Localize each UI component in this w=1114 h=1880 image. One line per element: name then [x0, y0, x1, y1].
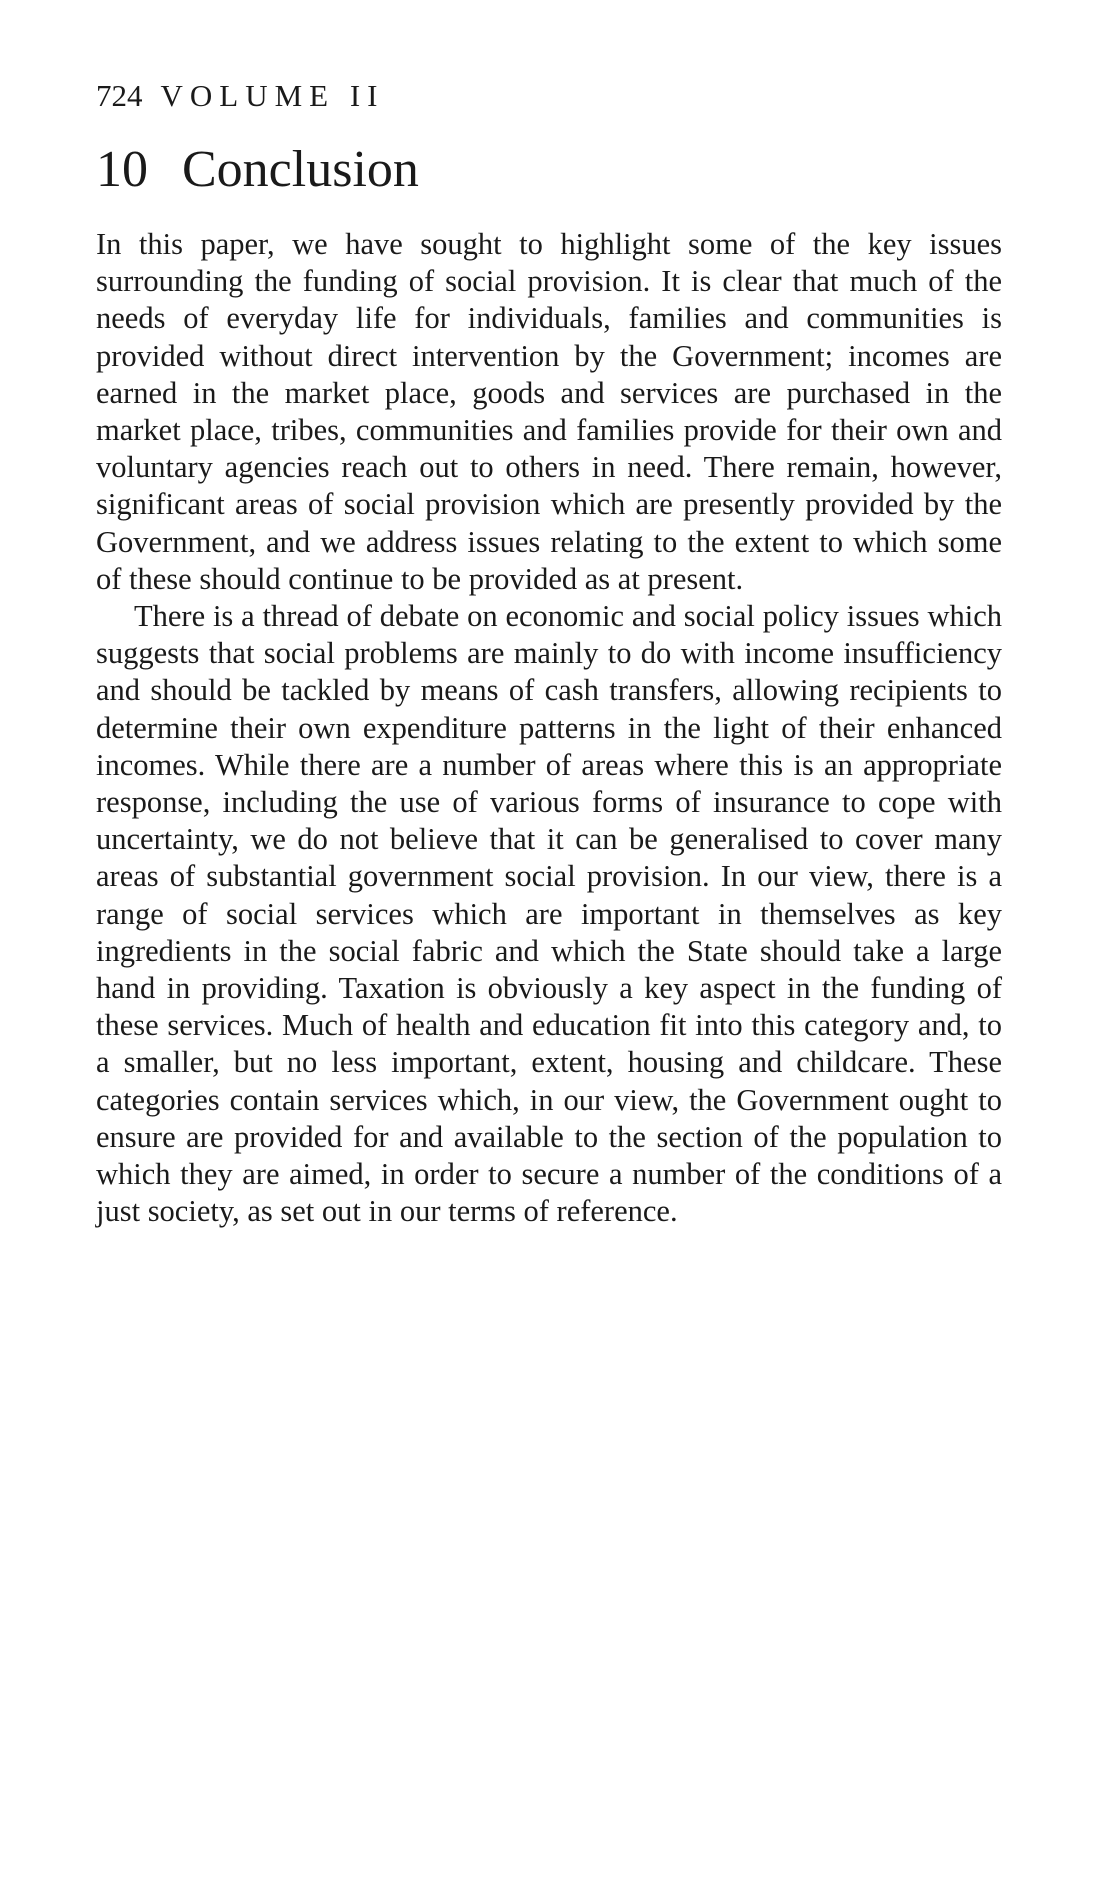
running-head [96, 76, 385, 116]
volume-label: VOLUME II [160, 78, 385, 113]
page-number: 724 [96, 78, 143, 113]
section-title: Conclusion [182, 141, 419, 198]
body-text [96, 226, 1002, 1230]
section-number: 10 [96, 141, 148, 198]
paragraph-1: In this paper, we have sought to highlight some of the key issues surrounding the funding of social provision. It is clear that much of the needs of everyday life for individuals, families and communities is provided without direct intervention by the Government; incomes are earned in the market place, goods and services are purchased in the market place, tribes, communities and families provide for their own and voluntary agencies reach out to others in need. There remain, however, significant areas of social provision which are presently provided by the Government, and we address issues relating to the extent to which some of these should continue to be provided as at present. [96, 227, 1002, 596]
paragraph-2: There is a thread of debate on economic and social policy issues which suggests that social problems are mainly to do with income insufficiency and should be tackled by means of cash transfers, allowing recipients to determine their own expenditure patterns in the light of their enhanced incomes. While there are a number of areas where this is an appropriate response, including the use of various forms of insurance to cope with uncertainty, we do not believe that it can be generalised to cover many areas of substantial government social provision. In our view, there is a range of social services which are important in themselves as key ingredients in the social fabric and which the State should take a large hand in providing. Taxation is obviously a key aspect in the funding of these services. Much of health and education fit into this category and, to a smaller, but no less important, extent, housing and childcare. These categories contain services which, in our view, the Government ought to ensure are provided for and available to the section of the population to which they are aimed, in order to secure a number of the conditions of a just society, as set out in our terms of reference. [96, 599, 1002, 1229]
section-heading [96, 138, 419, 202]
